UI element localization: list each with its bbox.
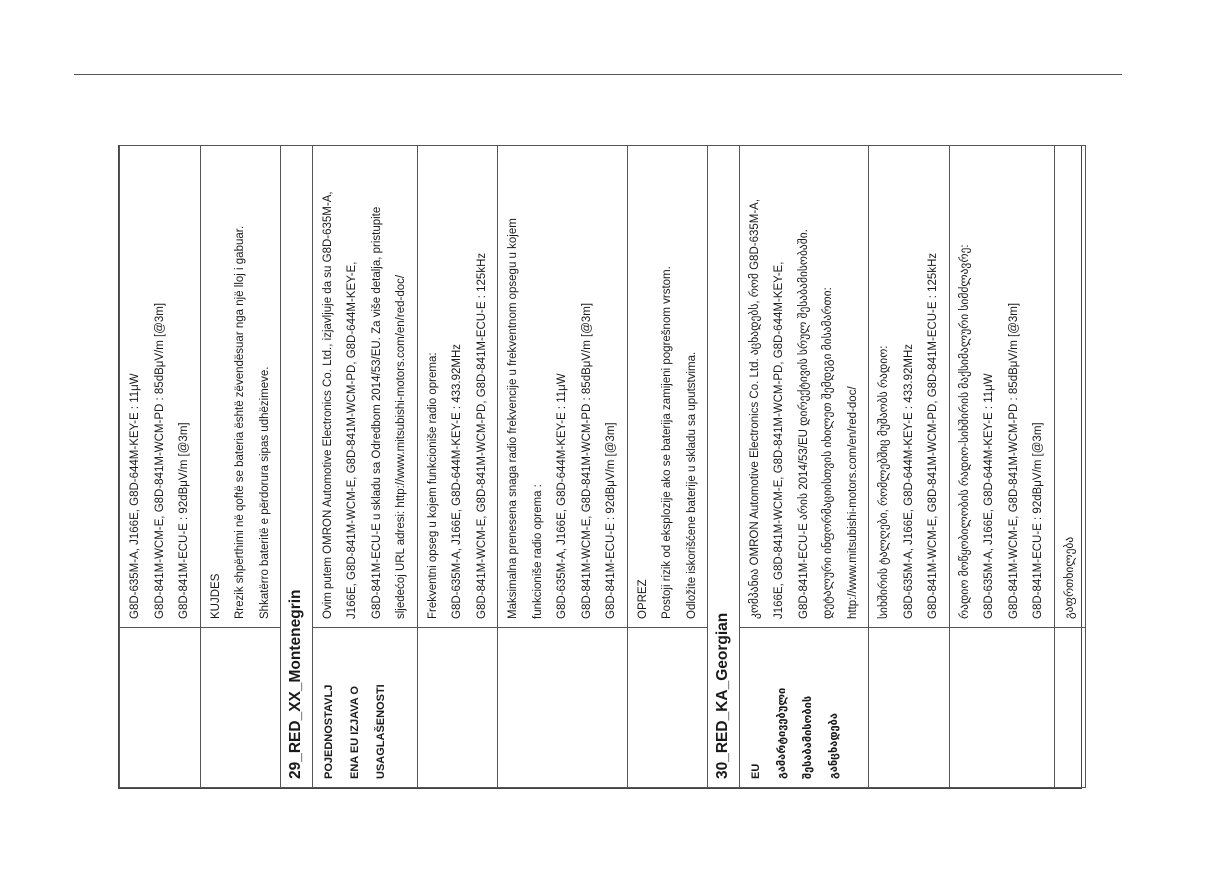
power-cell bbox=[949, 146, 1054, 628]
empty-label-cell bbox=[949, 628, 1054, 788]
section-title-montenegrin bbox=[281, 146, 313, 788]
text-line: რადიო მოწყობილობის რადიო-სიხშირის მაქსიმალური სიმძლავრე: bbox=[958, 244, 971, 619]
section-title-text: 29_RED_XX_Montenegrin bbox=[287, 589, 304, 779]
text-line: G8D-841M-ECU-E : 92dBμV/m [@3m] bbox=[605, 422, 617, 619]
empty-label-cell bbox=[869, 628, 950, 788]
label-line: USAGLAŠENOSTI bbox=[374, 684, 387, 779]
text-line: G8D-635M-A, J166E, G8D-644M-KEY-E : 11μW bbox=[129, 373, 141, 619]
empty-label-cell bbox=[1054, 628, 1086, 788]
text-line: sljedećoj URL adresi: http://www.mitsubishi-motors.com/en/red-doc/ bbox=[395, 274, 407, 619]
rotated-page-content bbox=[119, 146, 1081, 788]
label-line: შესაბამისობის bbox=[801, 695, 814, 779]
empty-label-cell bbox=[498, 628, 628, 788]
text-line: funkcioniše radio oprema : bbox=[531, 484, 544, 619]
text-line: G8D-841M-WCM-E, G8D-841M-WCM-PD, G8D-841M-ECU-E : 125kHz bbox=[475, 252, 488, 619]
empty-label-cell bbox=[417, 628, 498, 788]
text-line: G8D-841M-ECU-E u skladu sa Odredbom 2014/53/EU. Za više detalja, pristupite bbox=[370, 206, 383, 619]
text-line: Odložite iskorišćene baterije u skladu sa uputstvima. bbox=[685, 351, 698, 619]
table-row bbox=[1054, 146, 1086, 788]
table-row bbox=[949, 146, 1054, 788]
text-line: Frekventni opseg u kojem funkcioniše radio oprema: bbox=[426, 352, 439, 619]
caution-cell bbox=[1054, 146, 1086, 628]
power-values-cell bbox=[120, 146, 201, 628]
table-row bbox=[120, 146, 201, 788]
text-line: G8D-841M-WCM-E, G8D-841M-WCM-PD : 85dBμV/m [@3m] bbox=[1007, 302, 1020, 619]
text-line: Maksimalna prenesena snaga radio frekvencije u frekventnom opsegu u kojem bbox=[507, 218, 519, 619]
text-line: G8D-635M-A, J166E, G8D-644M-KEY-E : 11μW bbox=[556, 373, 568, 619]
text-line: დეტალური ინფორმაციისთვის იხილეთ შემდეგი მისამართი: bbox=[822, 287, 834, 619]
empty-label-cell bbox=[627, 628, 708, 788]
caution-heading: KUJDES bbox=[209, 573, 222, 619]
text-line: Postoji rizik od eksplozije ako se baterija zamijeni pogrešnom vrstom. bbox=[661, 266, 673, 619]
table-row bbox=[498, 146, 628, 788]
section-title-text: 30_RED_KA_Georgian bbox=[714, 612, 731, 779]
frequency-cell bbox=[417, 146, 498, 628]
text-line: G8D-635M-A, J166E, G8D-644M-KEY-E : 433.92MHz bbox=[451, 343, 463, 619]
caution-cell bbox=[200, 146, 281, 628]
caution-cell bbox=[627, 146, 708, 628]
text-line: G8D-841M-ECU-E : 92dBμV/m [@3m] bbox=[178, 422, 190, 619]
table-row bbox=[312, 146, 417, 788]
power-cell bbox=[498, 146, 628, 628]
table-row bbox=[739, 146, 869, 788]
text-line: G8D-841M-WCM-E, G8D-841M-WCM-PD : 85dBμV/m [@3m] bbox=[153, 302, 166, 619]
text-line: Rrezik shpërthimi në qoftë se bateria është zëvendësuar nga një lloj i gabuar. bbox=[234, 225, 246, 619]
text-line: J166E, G8D-841M-WCM-E, G8D-841M-WCM-PD, G8D-644M-KEY-E, bbox=[773, 261, 785, 619]
table-row bbox=[869, 146, 950, 788]
label-line: გამარტივებული bbox=[775, 687, 788, 779]
page-header-rule bbox=[74, 74, 1122, 75]
text-line: კომპანია OMRON Automotive Electronics Co. Ltd. აცხადებს, რომ G8D-635M-A, bbox=[748, 198, 761, 619]
declaration-label-cell bbox=[312, 628, 417, 788]
text-line: J166E, G8D-841M-WCM-E, G8D-841M-WCM-PD, G8D-644M-KEY-E, bbox=[346, 261, 358, 619]
text-line: G8D-841M-ECU-E : 92dBμV/m [@3m] bbox=[1032, 422, 1044, 619]
declaration-table bbox=[119, 145, 1086, 788]
caution-heading: გაფრთხილება bbox=[1063, 536, 1076, 619]
label-line: EU bbox=[749, 763, 762, 779]
empty-label-cell bbox=[200, 628, 281, 788]
label-line: განცხადება bbox=[827, 713, 840, 779]
section-header-row bbox=[708, 146, 740, 788]
text-line: Shkatërro bateritë e përdorura sipas udhëzimeve. bbox=[258, 366, 271, 619]
declaration-text-cell bbox=[739, 146, 869, 628]
section-title-georgian bbox=[708, 146, 740, 788]
declaration-text-cell bbox=[312, 146, 417, 628]
text-line: G8D-635M-A, J166E, G8D-644M-KEY-E : 11μW bbox=[983, 373, 995, 619]
table-row bbox=[627, 146, 708, 788]
text-line: G8D-841M-WCM-E, G8D-841M-WCM-PD : 85dBμV/m [@3m] bbox=[580, 302, 593, 619]
text-line: G8D-841M-WCM-E, G8D-841M-WCM-PD, G8D-841M-ECU-E : 125kHz bbox=[927, 252, 939, 619]
label-line: ENA EU IZJAVA O bbox=[348, 686, 361, 779]
table-row bbox=[417, 146, 498, 788]
declaration-label-cell bbox=[739, 628, 869, 788]
declaration-table-frame bbox=[118, 145, 1082, 789]
text-line: http://www.mitsubishi-motors.com/en/red-doc/ bbox=[846, 386, 859, 619]
empty-label-cell bbox=[120, 628, 201, 788]
text-line: G8D-635M-A, J166E, G8D-644M-KEY-E : 433.92MHz bbox=[902, 343, 915, 619]
frequency-cell bbox=[869, 146, 950, 628]
table-row bbox=[200, 146, 281, 788]
text-line: G8D-841M-ECU-E არის 2014/53/EU დირექტივის სრულ შესაბამისობაში. bbox=[797, 229, 810, 619]
text-line: Ovim putem OMRON Automotive Electronics Co. Ltd., izjavljuje da su G8D-635M-A, bbox=[321, 191, 334, 619]
text-line: სიხშირის ტალღები, რომლებშიც მუშაობს რადიო: bbox=[878, 345, 890, 619]
section-header-row bbox=[281, 146, 313, 788]
caution-heading: OPREZ bbox=[636, 579, 649, 619]
label-line: POJEDNOSTAVLJ bbox=[322, 684, 335, 779]
